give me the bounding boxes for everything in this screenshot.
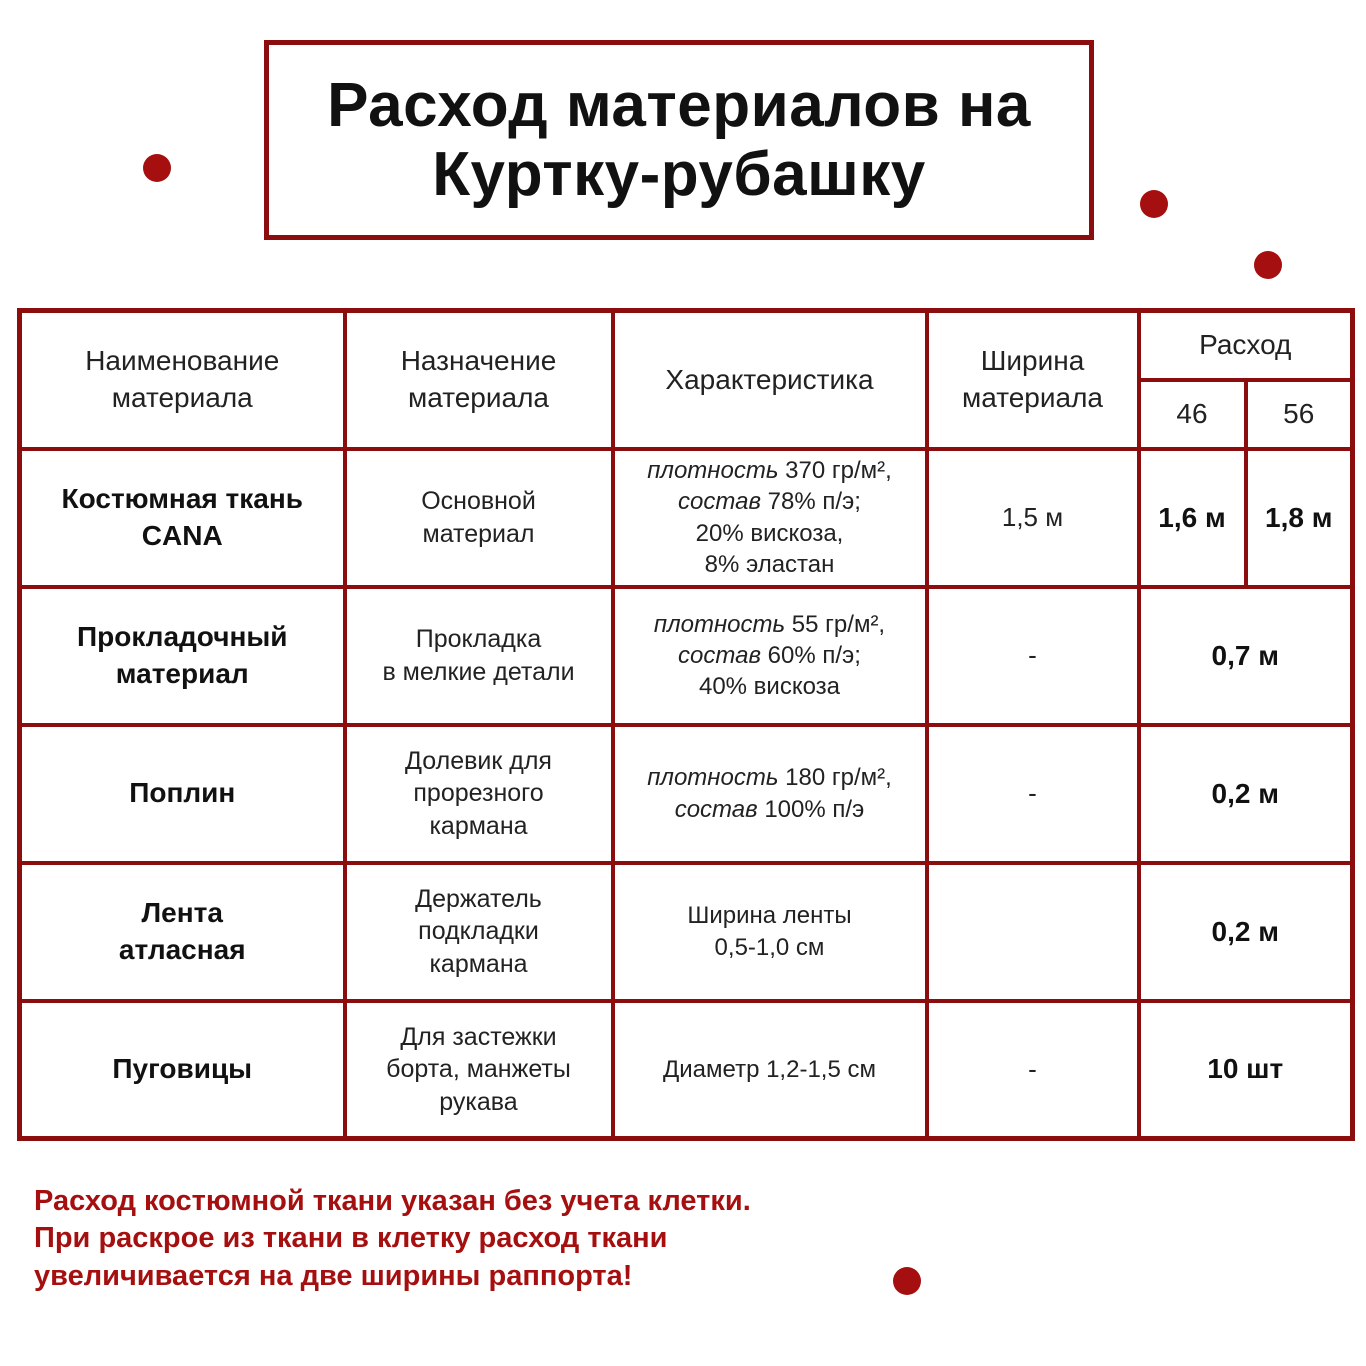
material-width (927, 863, 1139, 1001)
footnote-line-2: При раскрое из ткани в клетку расход ткани (34, 1222, 668, 1255)
consumption-value: 0,2 м (1139, 863, 1353, 1001)
material-name: Костюмная ткань CANA (20, 449, 345, 587)
consumption-value: 0,2 м (1139, 725, 1353, 863)
consumption-value: 10 шт (1139, 1001, 1353, 1139)
consumption-value: 0,7 м (1139, 587, 1353, 725)
footnote (34, 1183, 1034, 1295)
decorative-dot (1254, 251, 1282, 279)
material-spec: плотность 180 гр/м², состав 100% п/э (613, 725, 927, 863)
consumption-size-46: 1,6 м (1139, 449, 1246, 587)
header-name: Наименование материала (20, 311, 345, 449)
material-width: 1,5 м (927, 449, 1139, 587)
table-row (20, 725, 1353, 863)
table-row (20, 449, 1353, 587)
title-frame (264, 40, 1094, 240)
material-purpose: Прокладка в мелкие детали (345, 587, 613, 725)
decorative-dot (143, 154, 171, 182)
material-purpose: Долевик для прорезного кармана (345, 725, 613, 863)
table-row (20, 1001, 1353, 1139)
material-purpose: Держатель подкладки кармана (345, 863, 613, 1001)
consumption-size-56: 1,8 м (1246, 449, 1353, 587)
header-size-56: 56 (1246, 380, 1353, 449)
header-row (20, 311, 1353, 380)
material-width: - (927, 725, 1139, 863)
title-line-1: Расход материалов на (327, 70, 1031, 140)
materials-table (17, 308, 1355, 1141)
material-spec: плотность 55 гр/м², состав 60% п/э; 40% вискоза (613, 587, 927, 725)
material-name: Пуговицы (20, 1001, 345, 1139)
material-width: - (927, 587, 1139, 725)
page-title (327, 71, 1031, 210)
decorative-dot (1140, 190, 1168, 218)
material-purpose: Основной материал (345, 449, 613, 587)
material-spec: Диаметр 1,2-1,5 см (613, 1001, 927, 1139)
table-row (20, 587, 1353, 725)
material-width: - (927, 1001, 1139, 1139)
material-name: Прокладочный материал (20, 587, 345, 725)
header-width: Ширина материала (927, 311, 1139, 449)
material-name: Лента атласная (20, 863, 345, 1001)
material-spec: плотность 370 гр/м², состав 78% п/э; 20% вискоза, 8% эластан (613, 449, 927, 587)
title-line-2: Куртку-рубашку (432, 140, 926, 209)
material-purpose: Для застежки борта, манжеты рукава (345, 1001, 613, 1139)
footnote-line-3: увеличивается на две ширины раппорта! (34, 1259, 633, 1292)
header-purpose: Назначение материала (345, 311, 613, 449)
table-row (20, 863, 1353, 1001)
header-size-46: 46 (1139, 380, 1246, 449)
footnote-line-1: Расход костюмной ткани указан без учета клетки. (34, 1185, 751, 1217)
header-spec: Характеристика (613, 311, 927, 449)
material-name: Поплин (20, 725, 345, 863)
material-spec: Ширина ленты 0,5-1,0 см (613, 863, 927, 1001)
header-consumption: Расход (1139, 311, 1353, 380)
